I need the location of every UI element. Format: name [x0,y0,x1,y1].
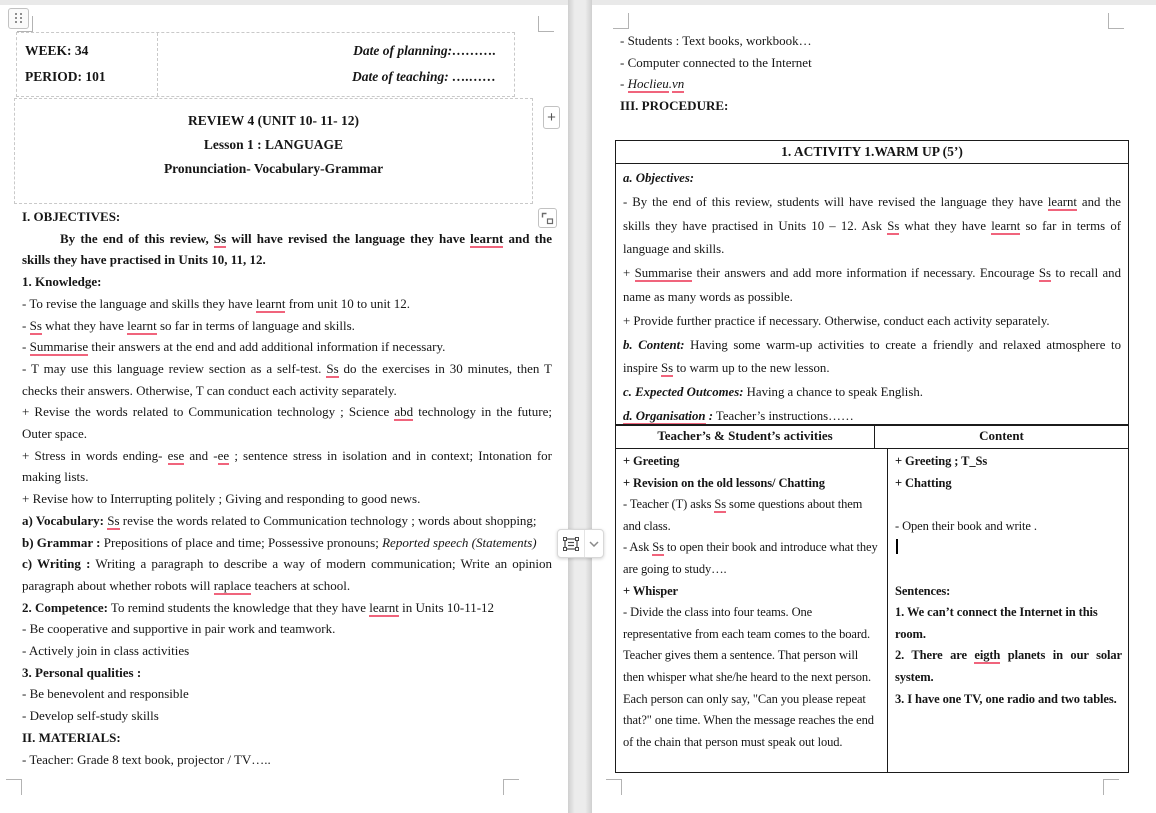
paragraph [22,445,552,488]
paragraph [22,206,552,228]
dates-cell [158,33,514,96]
text-cursor [896,539,898,554]
activity-table-cell[interactable] [616,164,1128,425]
text-run: what they have [899,218,992,233]
text-run: and the skills they have practised in Units 10, 11, 12. [22,230,552,268]
text-run: to open their book and introduce what they are going to study…. [623,540,878,576]
paragraph [22,727,552,749]
paragraph [22,271,552,293]
caret-line [895,537,1122,559]
text-run: - By the end of this review, students will have revised the language they have [623,194,1048,209]
text-run: in Units 10-11-12 [398,599,495,615]
text-run: 2. There are [895,648,975,663]
grid-dots-icon [14,13,23,24]
text-run: III. PROCEDURE: [620,97,729,113]
paragraph [623,334,1121,382]
paragraph [22,683,552,705]
week-label: WEEK: 34 [25,43,89,58]
page-gap [568,0,592,813]
text-run: from unit 10 to unit 12. [285,295,411,311]
text-run: ; sentence stress in isolation and in context; Intonation for making lists. [22,447,552,485]
column-header-content: Content [979,428,1024,443]
text-run: + Whisper [623,583,678,598]
paragraph [620,52,1132,74]
text-run: some questions about them and class. [623,497,863,533]
misspelled-word: learnt [470,230,504,246]
text-run: do the exercises in 30 minutes, then T checks their answers. Otherwise, T can conduct each activity separately. [22,360,552,398]
text-run: + Greeting ; T_Ss [895,454,988,468]
text-run: a. Objectives: [623,171,695,185]
paragraph [620,30,1132,52]
text-run: 2. Competence: [22,599,108,615]
text-run: technology in the future; Outer space. [22,404,552,442]
expand-corners-icon [541,212,554,225]
margin-mark [6,779,22,795]
paragraph [623,602,881,753]
misspelled-word: Hoclieu [627,76,669,91]
text-run: - Computer connected to the Internet [620,54,812,70]
paragraph [623,473,881,495]
paragraph [22,618,552,640]
misspelled-word: vn [672,76,685,91]
margin-mark [538,16,554,32]
text-run: : [705,408,713,423]
paragraph [22,532,552,554]
text-run: - Students : Text books, workbook… [620,33,812,48]
text-run: + Greeting [623,454,680,468]
text-run: revise the words related to Communication technology ; words about shopping; [119,512,537,528]
plus-icon: + [547,109,556,126]
text-run: c. Expected Outcomes: [623,385,744,400]
period-label: PERIOD: 101 [25,69,106,84]
paragraph [22,358,552,401]
text-run: so far in terms of language and skills. [156,317,355,333]
insert-row-plus-button[interactable] [543,106,560,129]
misspelled-word: learnt [255,295,286,311]
text-run: - To revise the language and skills they have [22,295,256,311]
text-run: . [668,76,672,91]
text-run: b. Content: [623,337,685,352]
text-run: - Ask [623,540,653,555]
text-run: By the end of this review, [60,230,214,246]
text-run: - Be cooperative and supportive in pair work and teamwork. [22,621,336,637]
activities-content-table[interactable] [615,425,1129,773]
materials-procedure-text[interactable] [620,30,1132,124]
paragraph [22,662,552,684]
paragraph [895,494,1122,516]
misspelled-word: Summarise [634,266,693,281]
margin-mark [606,779,622,795]
text-run: 1. We can’t connect the Internet in this room. [895,605,1098,641]
expand-button[interactable] [538,208,557,228]
review-title: REVIEW 4 (UNIT 10- 11- 12) [188,113,359,128]
misspelled-word: ee [217,447,230,463]
lesson-title-box[interactable] [14,98,533,204]
text-run: I. OBJECTIVES: [22,209,121,224]
lesson-subtitle: Lesson 1 : LANGUAGE [203,137,344,152]
misspelled-word: Ss [714,497,727,512]
paragraph [895,602,1122,645]
chevron-down-icon [589,541,599,547]
misspelled-word: raplace [213,577,252,593]
misspelled-word: d. Organisation [623,408,706,423]
text-run: planets in our solar system. [895,648,1122,684]
text-run: Sentences: [895,583,951,598]
margin-mark [1108,13,1124,29]
paragraph [22,640,552,662]
textbox-floating-toolbar [557,529,604,558]
text-run: + Revise how to Interrupting politely ; Giving and responding to good news. [22,491,421,507]
week-period-cell [17,33,158,96]
paragraph [623,405,1121,425]
paragraph [895,689,1122,711]
paragraph [895,473,1122,495]
paragraph [623,581,881,603]
teacher-student-activities-cell[interactable] [616,449,888,772]
activities-table-header-row [616,426,1128,449]
paragraph [623,191,1121,262]
misspelled-word: Ss [107,512,120,528]
paragraph [22,401,552,444]
text-run: - [22,317,30,333]
paragraph [895,516,1122,538]
text-run: their answers at the end and add additional information if necessary. [88,339,446,355]
paragraph [22,705,552,727]
paragraph [22,510,552,532]
text-run: what they have [41,317,128,333]
text-run: - T may use this language review section as a self-test. [22,360,327,376]
text-run: Writing a paragraph to describe a way of modern communication; Write an opinion paragraph about whether robots will [22,556,552,593]
text-run: - Teacher (T) asks [623,497,715,512]
text-run: Prepositions of place and time; Possessive pronouns; [100,534,383,550]
text-run: 1. Knowledge: [22,274,102,290]
paragraph [22,553,552,596]
text-run: will have revised the language they have [226,230,471,246]
paragraph [623,494,881,537]
objectives-section-text[interactable] [22,206,552,784]
paragraph [623,262,1121,310]
text-run: + Chatting [895,475,952,490]
misspelled-word: learnt [369,599,399,615]
text-run: + Stress in words ending- [22,447,168,463]
paragraph [22,336,552,358]
text-run: b) Grammar : [22,534,101,550]
text-run: 3. Personal qualities : [22,664,142,680]
text-run: Reported speech (Statements) [382,534,537,550]
lesson-topics: Pronunciation- Vocabulary-Grammar [163,161,384,176]
table-move-handle-button[interactable] [8,8,29,29]
margin-mark [1103,779,1119,795]
paragraph [22,749,552,771]
margin-mark [613,13,629,29]
text-run: + [623,266,635,281]
misspelled-word: Ss [1038,266,1052,281]
activity-warmup-table[interactable] [615,140,1129,425]
misspelled-word: learnt [1047,194,1077,209]
content-cell[interactable] [888,449,1128,772]
text-run: to warm up to the new lesson. [673,361,830,376]
toolbar-dropdown-button[interactable] [585,541,603,547]
text-run: - [620,76,628,91]
misspelled-word: abd [394,404,414,420]
misspelled-word: learnt [127,317,157,333]
text-run: - [22,339,30,355]
paragraph [895,645,1122,688]
misspelled-word: Ss [213,230,227,246]
misspelled-word: eigth [974,648,1001,663]
misspelled-word: Ss [887,218,900,233]
misspelled-word: Summarise [29,339,89,355]
text-run: - Develop self-study skills [22,708,159,724]
text-run: + Revise the words related to Communication technology ; Science [22,404,395,420]
text-run: so far in terms of language and skills. [623,218,1121,257]
text-run: To remind students the knowledge that they have [107,599,370,615]
text-run: teachers at school. [251,577,351,593]
text-run: - Teacher: Grade 8 text book, projector / TV….. [22,751,271,767]
text-run: Teacher’s instructions…… [712,408,854,423]
misspelled-word: Ss [661,361,674,376]
paragraph [620,73,1132,95]
date-of-planning: Date of planning:………. [353,43,496,58]
text-frame-icon [562,535,580,553]
text-run: c) Writing : [22,556,91,572]
text-run: and - [184,447,218,463]
text-run: Having a chance to speak English. [743,385,923,400]
paragraph [22,293,552,315]
text-run: - Open their book and write . [895,518,1037,533]
text-run: their answers and add more information if necessary. Encourage [692,266,1039,281]
misspelled-word: learnt [991,218,1021,233]
text-run: II. MATERIALS: [22,729,121,745]
text-run: and the skills they have practised in Units 10 – 12. Ask [623,194,1121,233]
text-run: - Be benevolent and responsible [22,686,189,702]
paragraph [895,451,1122,473]
paragraph [22,228,552,271]
misspelled-word: Ss [326,360,339,376]
paragraph [22,597,552,619]
text-run: + Revision on the old lessons/ Chatting [623,475,825,490]
paragraph [623,537,881,580]
activity-table-header: 1. ACTIVITY 1.WARM UP (5’) [616,141,1128,164]
text-run: Having some warm-up activities to create a friendly and relaxed atmosphere to inspire [623,337,1121,376]
activities-table-body-row [616,449,1128,772]
misspelled-word: ese [167,447,185,463]
textbox-settings-button[interactable] [558,530,585,557]
text-run: - Actively join in class activities [22,643,190,659]
misspelled-word: Ss [29,317,42,333]
paragraph [895,559,1122,581]
paragraph [22,315,552,337]
text-run: a) Vocabulary: [22,512,104,528]
paragraph [623,167,1121,191]
week-period-table[interactable] [16,32,515,97]
text-run: 3. I have one TV, one radio and two tables. [895,691,1117,706]
text-run: + Provide further practice if necessary. Otherwise, conduct each activity separately. [623,313,1050,328]
paragraph [623,451,881,473]
column-header-activities: Teacher’s & Student’s activities [616,426,875,448]
text-run: to recall and name as many words as possible. [623,266,1121,304]
paragraph [22,488,552,510]
paragraph [895,581,1122,603]
misspelled-word: Ss [652,540,664,555]
date-of-teaching: Date of teaching: ….…… [352,69,496,84]
text-run: - Divide the class into four teams. One representative from each team comes to the board. Teacher gives them a sentence. That person will then whisper what she/he heard to the next person. Each person can only say, "Can you please repeat that?" one time. When the message reaches the end of the chain that person must speak out loud. [623,605,874,749]
paragraph [623,381,1121,405]
paragraph [623,310,1121,334]
paragraph [620,95,1132,117]
